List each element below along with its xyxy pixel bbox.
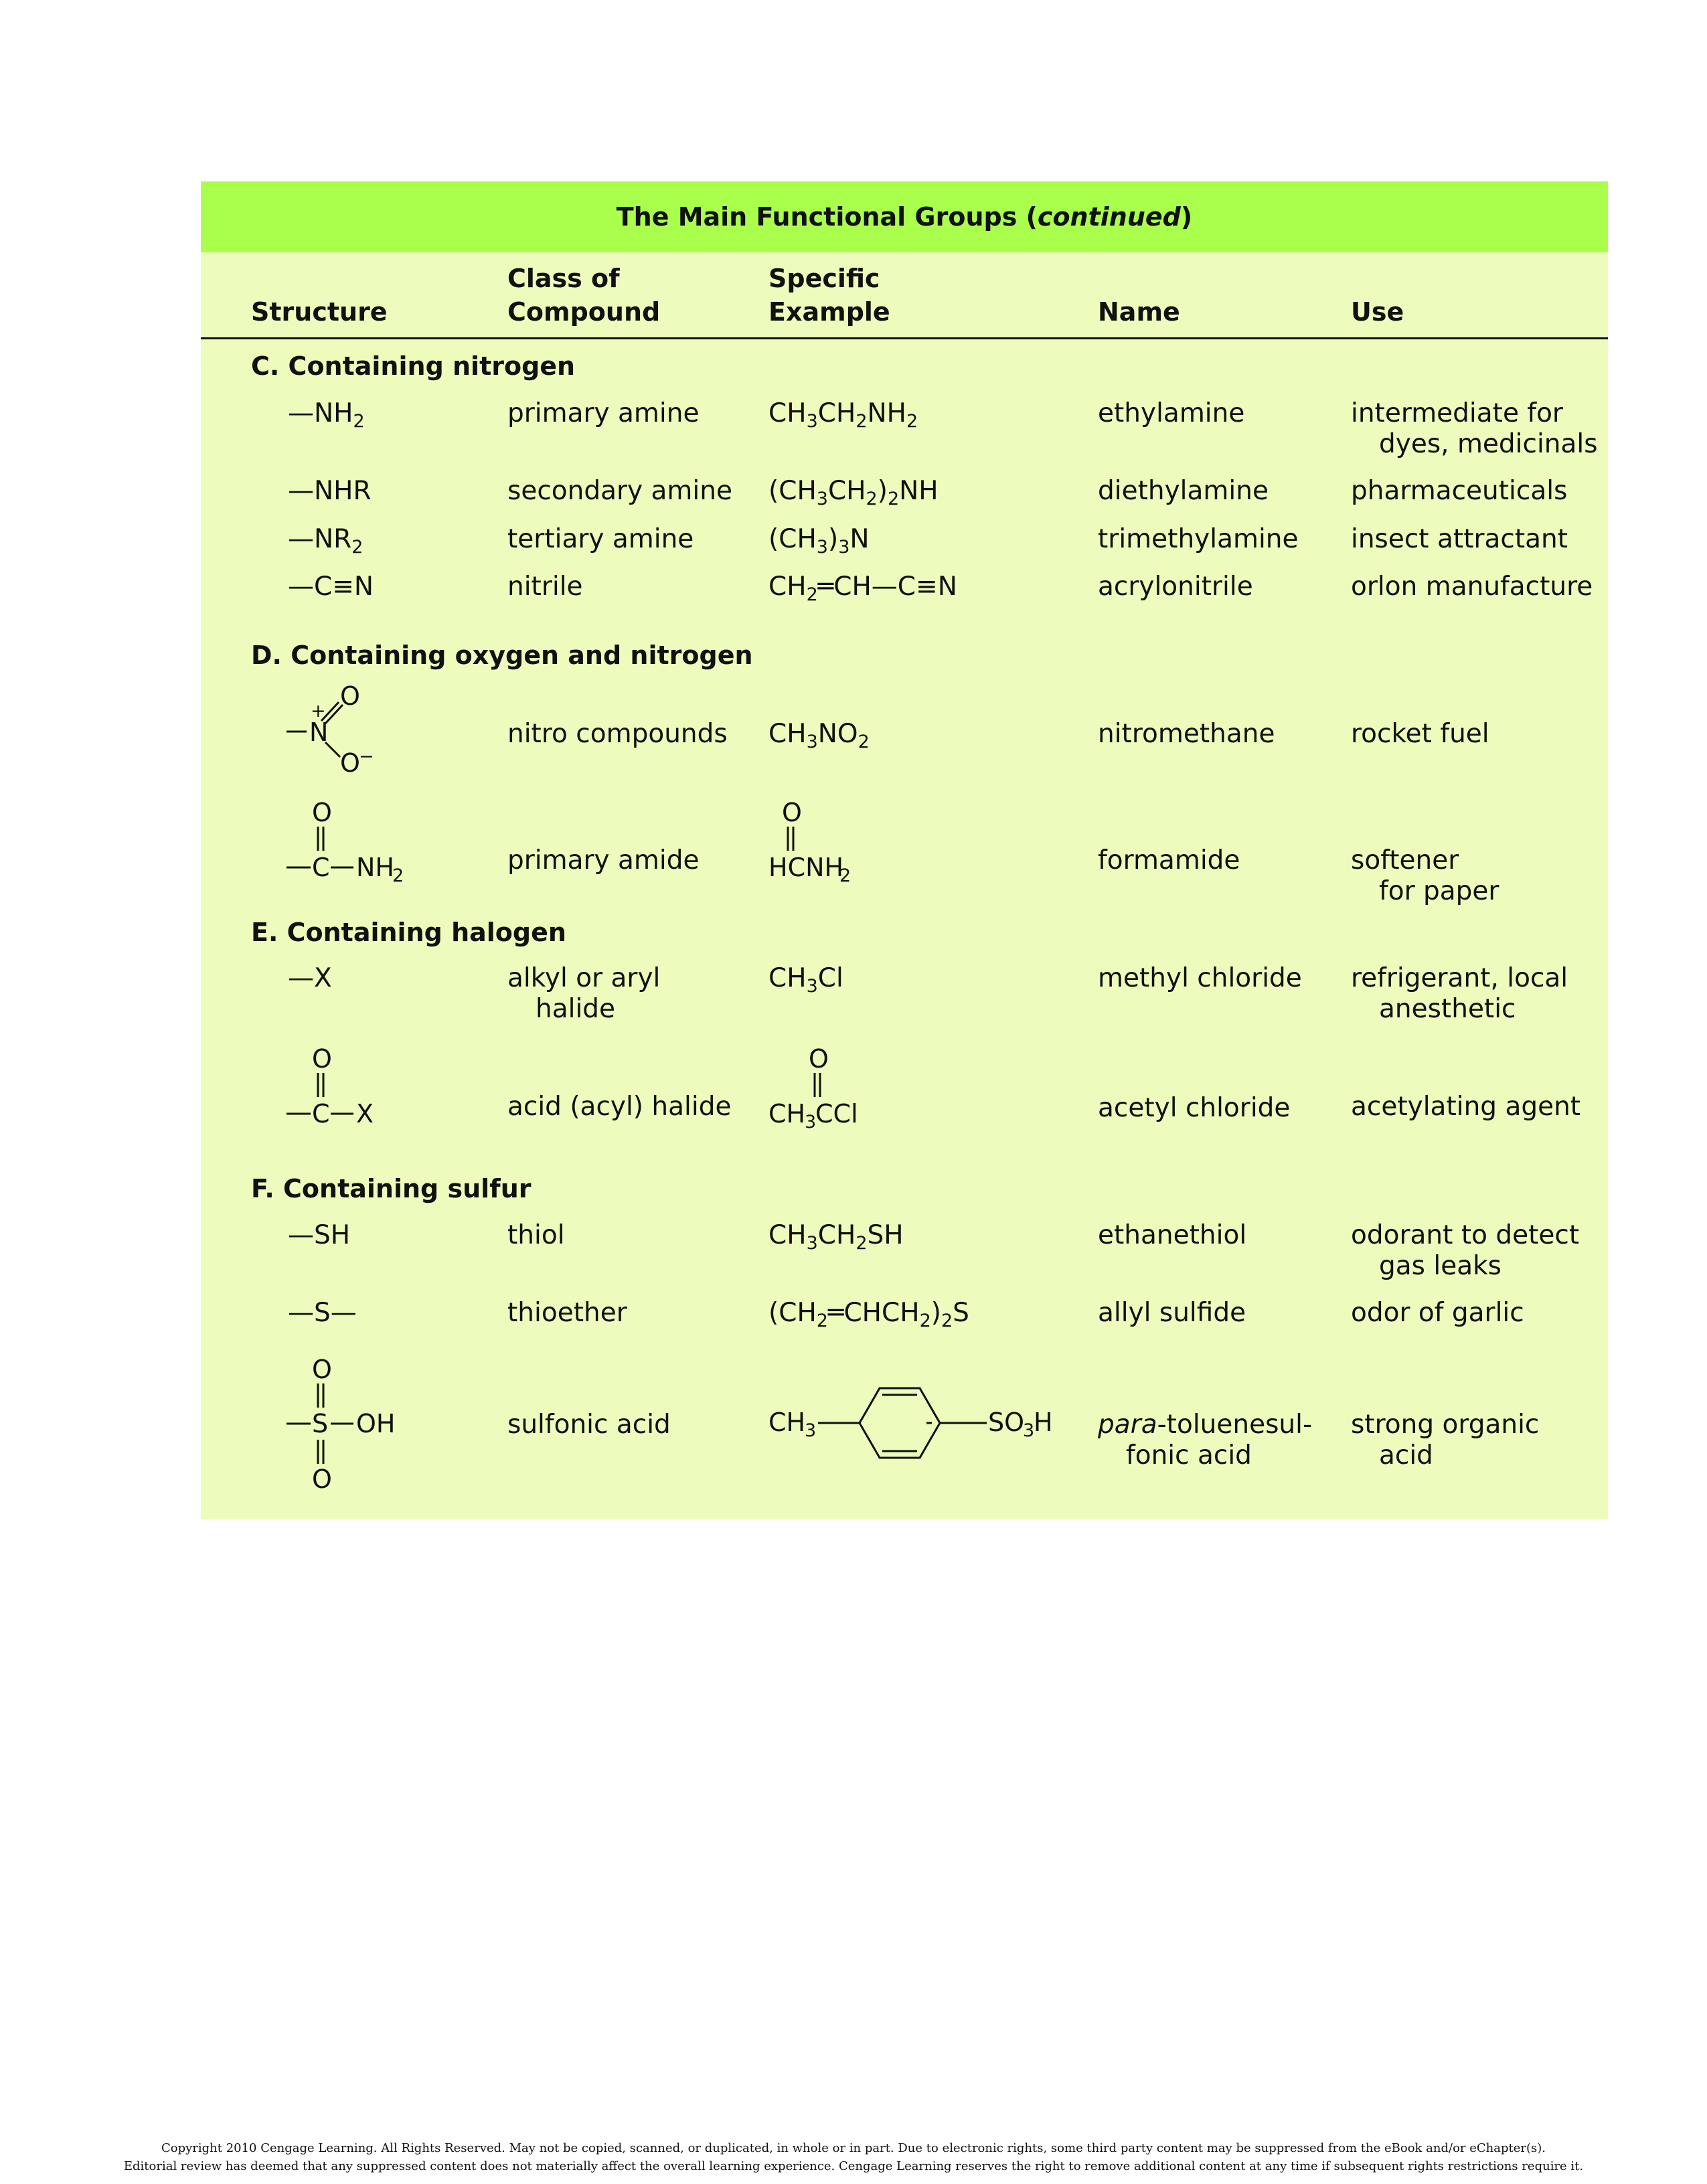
svg-text:2: 2 (839, 865, 851, 886)
name-allyl-sulfide: allyl sulfide (1098, 1298, 1246, 1328)
class-thioether: thioether (507, 1298, 627, 1328)
example-ethylamine: $CH_3CH_2NH_2$ (768, 398, 918, 432)
name-methyl-chloride: methyl chloride (1098, 963, 1302, 993)
header-name: Name (1098, 297, 1180, 327)
name-trimethylamine: trimethylamine (1098, 524, 1299, 554)
svg-text:O: O (340, 748, 360, 778)
section-c-heading: C. Containing nitrogen (251, 351, 576, 381)
class-thiol: thiol (507, 1220, 565, 1250)
svg-text:N: N (309, 718, 329, 747)
svg-text:OH: OH (356, 1409, 396, 1438)
use-acetyl-chloride: acetylating agent (1351, 1092, 1581, 1122)
svg-text:+: + (311, 701, 326, 722)
use-toluenesulfonic-acid: strong organic acid (1351, 1410, 1540, 1471)
svg-text:3: 3 (1023, 1420, 1035, 1441)
table-title-main: The Main Functional Groups ( (616, 202, 1038, 232)
svg-text:O: O (312, 1355, 332, 1384)
use-ethylamine: intermediate for dyes, medicinals (1351, 398, 1598, 459)
example-trimethylamine: $(CH_3)_3N$ (768, 524, 870, 558)
table-title (201, 181, 1608, 252)
name-nitromethane: nitromethane (1098, 719, 1275, 749)
class-tertiary-amine: tertiary amine (507, 524, 694, 554)
svg-text:C: C (312, 1099, 330, 1128)
svg-text:O: O (312, 798, 332, 827)
example-ethanethiol: $CH_3CH_2SH$ (768, 1220, 904, 1254)
example-acetyl-chloride (767, 1043, 901, 1130)
structure-nr2: $—NR_2$ (288, 524, 363, 558)
use-acrylonitrile: orlon manufacture (1351, 572, 1593, 602)
header-structure: Structure (251, 297, 388, 327)
use-ethanethiol: odorant to detect gas leaks (1351, 1220, 1580, 1281)
svg-text:SO: SO (988, 1408, 1025, 1437)
class-nitrile: nitrile (507, 572, 583, 602)
class-sulfonic-acid: sulfonic acid (507, 1410, 671, 1440)
header-class-line1: Class of (507, 264, 620, 293)
table-title-close: ) (1180, 202, 1193, 232)
svg-text:CCl: CCl (815, 1099, 858, 1128)
name-ethylamine: ethylamine (1098, 398, 1245, 428)
functional-groups-table (201, 181, 1608, 1519)
example-allyl-sulfide: $(CH_2═CHCH_2)_2S$ (768, 1298, 969, 1331)
svg-text:3: 3 (805, 1112, 817, 1132)
name-formamide: formamide (1098, 845, 1240, 875)
name-acetyl-chloride: acetyl chloride (1098, 1093, 1291, 1123)
structure-sulfonic-acid (287, 1354, 420, 1494)
svg-text:−: − (359, 746, 374, 767)
svg-text:X: X (356, 1099, 374, 1128)
svg-text:CH: CH (768, 1408, 806, 1437)
section-f-heading: F. Containing sulfur (251, 1174, 532, 1203)
use-diethylamine: pharmaceuticals (1351, 476, 1568, 506)
svg-text:2: 2 (392, 865, 404, 886)
structure-amide (287, 797, 420, 884)
class-alkyl-halide: alkyl or aryl halide (507, 963, 661, 1024)
copyright-line-1: Copyright 2010 Cengage Learning. All Rights Reserved. May not be copied, scanned, or duplicated, in whole or in part. Due to electronic rights, some third party content may be suppressed from the eBook and/or eChapter(s). (161, 2141, 1546, 2155)
use-allyl-sulfide: odor of garlic (1351, 1298, 1524, 1328)
name-acrylonitrile: acrylonitrile (1098, 572, 1253, 602)
class-primary-amide: primary amide (507, 845, 700, 875)
structure-thioether: —S— (288, 1298, 357, 1328)
name-ethanethiol: ethanethiol (1098, 1220, 1247, 1250)
example-formamide (767, 797, 901, 884)
section-d-heading: D. Containing oxygen and nitrogen (251, 641, 753, 670)
structure-thiol: —SH (288, 1220, 351, 1250)
structure-nhr: —NHR (288, 476, 372, 506)
svg-text:O: O (312, 1044, 332, 1074)
svg-text:H: H (1034, 1408, 1053, 1437)
svg-text:O: O (782, 798, 802, 827)
example-toluenesulfonic-acid (767, 1373, 1062, 1473)
svg-text:C: C (312, 853, 330, 882)
name-toluenesulfonic-acid: para-toluenesul- fonic acid (1098, 1410, 1313, 1471)
structure-acyl-halide (287, 1043, 420, 1130)
table-title-continued: continued (1037, 202, 1181, 232)
svg-text:HCNH: HCNH (768, 853, 844, 882)
svg-text:3: 3 (805, 1420, 817, 1441)
svg-text:NH: NH (356, 853, 394, 882)
use-trimethylamine: insect attractant (1351, 524, 1568, 554)
svg-text:O: O (312, 1464, 332, 1494)
header-example-line2: Example (768, 297, 890, 327)
example-nitromethane: $CH_3NO_2$ (768, 719, 870, 752)
class-acyl-halide: acid (acyl) halide (507, 1092, 732, 1122)
copyright-line-2: Editorial review has deemed that any suppressed content does not materially affect the overall learning experience. Cengage Learning reserves the right to remove additional content at any time if subsequent rights restrictions require it. (123, 2159, 1584, 2173)
name-diethylamine: diethylamine (1098, 476, 1269, 506)
structure-nh2: $—NH_2$ (288, 398, 365, 432)
structure-nitro (287, 681, 394, 778)
example-methyl-chloride: $CH_3Cl$ (768, 963, 843, 997)
structure-nitrile: —C≡N (288, 572, 374, 602)
example-acrylonitrile: $CH_2═CH—C\equiv N$ (768, 572, 957, 605)
svg-text:O: O (809, 1044, 829, 1074)
class-primary-amine: primary amine (507, 398, 700, 428)
svg-text:CH: CH (768, 1099, 806, 1128)
class-nitro: nitro compounds (507, 719, 728, 749)
svg-text:O: O (340, 681, 360, 711)
header-use: Use (1351, 297, 1404, 327)
use-methyl-chloride: refrigerant, local anesthetic (1351, 963, 1568, 1024)
class-secondary-amine: secondary amine (507, 476, 732, 506)
svg-text:S: S (312, 1409, 329, 1438)
header-class-line2: Compound (507, 297, 661, 327)
header-divider (201, 337, 1608, 339)
use-nitromethane: rocket fuel (1351, 719, 1489, 749)
example-diethylamine: $(CH_3CH_2)_2NH$ (768, 476, 939, 509)
use-formamide: softener for paper (1351, 845, 1499, 906)
header-example-line1: Specific (768, 264, 880, 293)
section-e-heading: E. Containing halogen (251, 918, 566, 947)
structure-halide: —X (288, 963, 332, 993)
